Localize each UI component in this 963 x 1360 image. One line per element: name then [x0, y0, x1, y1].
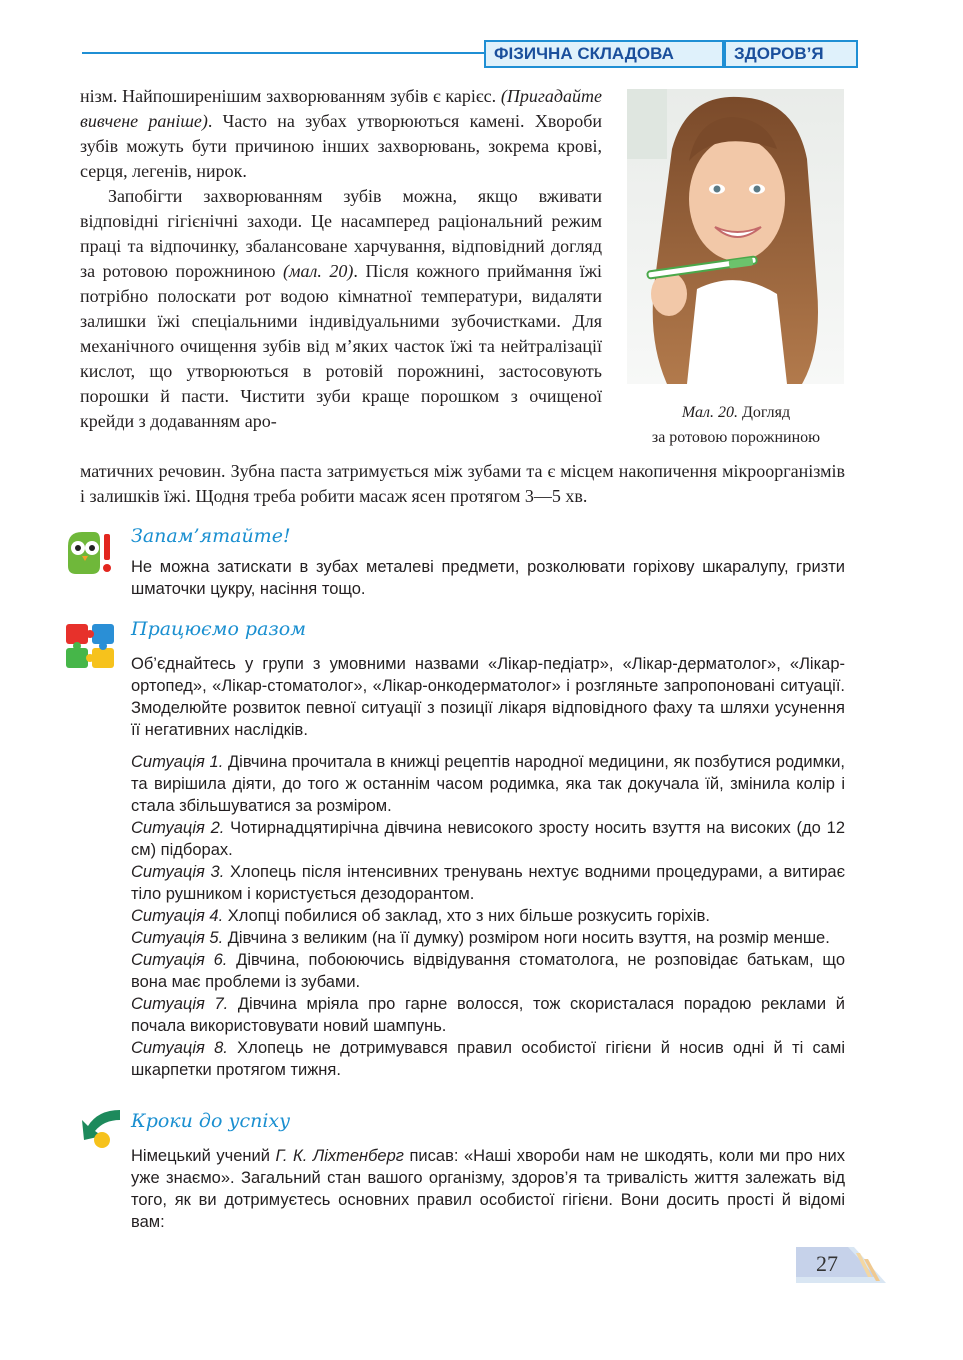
situation-item: [131, 1037, 845, 1081]
arrow-icon: [80, 1106, 124, 1150]
situation-text: Дівчина мріяла про гарне волосся, тож скористалася порадою реклами й почала використовувати новий шампунь.: [131, 995, 845, 1035]
situation-item: [131, 993, 845, 1037]
situation-text: Чотирнадцятирічна дівчина невисокого зросту носить взуття на високих (до 12 см) підборах.: [131, 819, 845, 859]
page-number: 27: [816, 1251, 838, 1276]
remember-title: Запам’ятайте!: [131, 525, 291, 547]
header-section-label-2: ЗДОРОВ’Я: [724, 40, 858, 68]
situation-text: Хлопці побилися об заклад, хто з них більше розкусить горіхів.: [223, 907, 710, 925]
situation-label: Ситуація 8.: [131, 1039, 228, 1057]
situation-label: Ситуація 1.: [131, 753, 224, 771]
success-title: Кроки до успіху: [131, 1110, 291, 1132]
situation-label: Ситуація 5.: [131, 929, 224, 947]
situation-text: Дівчина з великим (на її думку) розміром ноги носить взуття, на розмір менше.: [223, 929, 830, 947]
figure-caption: Мал. 20. Догляд за ротовою порожниною: [651, 404, 821, 446]
situation-text: Дівчина прочитала в книжці рецептів народної медицини, як позбутися родимки, та вирішила діяти, до того ж останнім часом родимка, яка так докучала їй, змінила колір і стала збільшуватися за розміром.: [131, 753, 845, 815]
situation-label: Ситуація 6.: [131, 951, 228, 969]
paragraph-1: нізм. Найпоширенішим захворюванням зубів є карієс. (Пригадайте вивчене раніше). Часто на зубах утворюються камені. Хвороби зубів можуть бути причиною інших захворювань, зокрема крові, серця, легенів, нирок.: [80, 86, 602, 181]
paragraph-2: Запобігти захворюванням зубів можна, якщо вживати відповідні гігієнічні заходи. Це насамперед раціональний режим праці та відпочинку, збалансоване харчування, відповідний догляд за ротовою порожниною (мал. 20). Після кожного приймання їжі потрібно полоскати рот водою кімнатної температури, видаляти залишки їжі спеціальними індивідуальними зубочистками. Для механічного очищення зубів від м’яких часток їжі та нейтралізації кислот, що утворюються в ротовій порожнині, застосовують порошки й пасти. Чистити зуби краще порошком з очищеної крейди з додаванням аро-: [80, 186, 603, 431]
situation-label: Ситуація 4.: [131, 907, 224, 925]
situation-item: [131, 949, 845, 993]
teamwork-block: [131, 653, 845, 1081]
success-text: Німецький учений Г. К. Ліхтенберг писав: «Наші хвороби нам не шкодять, коли ми про них уже знаємо». Загальний стан вашого організму, здоров’я та тривалість життя залежать від того, як ви дотримуєтесь основних правил особистої гігієни. Вони досить прості й відомі вам:: [131, 1147, 845, 1231]
paragraph-3: матичних речовин. Зубна паста затримується між зубами та є місцем накопичення мікроорганізмів і залишків їжі. Щодня треба робити масаж ясен протягом 3—5 хв.: [80, 461, 845, 506]
situation-item: [131, 861, 845, 905]
page-number-tab: [796, 1247, 886, 1283]
header-section-label: ФІЗИЧНА СКЛАДОВА: [484, 40, 724, 68]
situation-label: Ситуація 7.: [131, 995, 229, 1013]
situation-item: [131, 927, 845, 949]
teamwork-title: Працюємо разом: [131, 618, 306, 640]
toothbrush-girl-photo: [627, 89, 844, 384]
situation-text: Хлопець не дотримувався правил особистої гігієни й носив одні й ті самі шкарпетки протягом тижня.: [131, 1039, 845, 1079]
puzzle-icon: [64, 620, 118, 672]
header-rule: [82, 52, 494, 54]
intro-text: [80, 84, 602, 434]
situation-text: Хлопець після інтенсивних тренувань нехтує водними процедурами, а витирає тіло рушником і користується дезодорантом.: [131, 863, 845, 903]
remember-text: Не можна затискати в зубах металеві предмети, розколювати горіхову шкаралупу, гризти шматочки цукру, насіння тощо.: [131, 558, 845, 598]
situation-label: Ситуація 3.: [131, 863, 225, 881]
situation-item: [131, 817, 845, 861]
situation-label: Ситуація 2.: [131, 819, 225, 837]
teamwork-intro: Об’єднайтесь у групи з умовними назвами «Лікар-педіатр», «Лікар-дерматолог», «Лікар-ортопед», «Лікар-стоматолог», «Лікар-онкодерматолог» і розгляньте запропоновані ситуації. Змоделюйте розвиток певної ситуації з позиції лікаря відповідного фаху та шляхи усунення її негативних наслідків.: [131, 655, 845, 739]
situations-list: [131, 751, 845, 1081]
owl-icon: [64, 528, 114, 576]
situation-item: [131, 905, 845, 927]
situation-text: Дівчина, побоюючись відвідування стоматолога, не розповідає батькам, що вона має проблеми із зубами.: [131, 951, 845, 991]
situation-item: [131, 751, 845, 817]
